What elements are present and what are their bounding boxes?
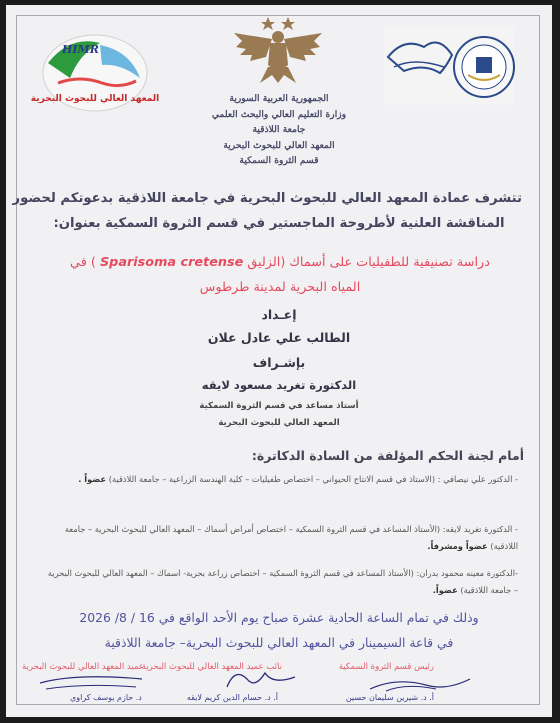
- committee-member: [42, 521, 518, 555]
- committee-member: [42, 471, 518, 488]
- member-role: عضواً ومشرفاً.: [427, 541, 488, 551]
- logo-caption: المعهد العالي للبحوث البحرية: [30, 94, 160, 104]
- signature-mark: [221, 665, 301, 693]
- logo-text: HIMR: [62, 43, 99, 56]
- thesis-title-line1: [38, 250, 522, 275]
- thesis-title-line2: المياه البحرية لمدينة طرطوس: [199, 280, 361, 295]
- member-text: - الدكتور علي نيصافي : (الاستاذ في قسم الانتاج الحيواني – اختصاص طفيليات – كلية الهندسة الزراعية – جامعة اللاذقية): [108, 474, 518, 484]
- header-line: وزارة التعليم العالي والبحث العلمي: [211, 108, 347, 120]
- header-line: الجمهورية العربية السورية: [229, 93, 329, 104]
- eagle-emblem-icon: [228, 13, 328, 85]
- supervisor-institute: المعهد العالي للبحوث البحرية: [218, 418, 340, 428]
- closing-line: في قاعة السيمينار في المعهد العالي للبحوث البحرية– جامعة اللاذقية: [104, 635, 454, 650]
- member-role: عضواً.: [432, 585, 458, 595]
- member-text: - الدكتورة تغريد لايقه: (الأستاذ المساعد في قسم الثروة السمكية – اختصاص أمراض أسماك – المعهد العالي للبحوث البحرية – جامعة اللاذقية): [64, 524, 518, 551]
- signature-title: نائب عميد المعهد العالي للبحوث البحرية: [141, 662, 282, 672]
- supervisor-role: أستاذ مساعد في قسم الثروة السمكية: [199, 401, 359, 411]
- committee-member: [42, 565, 518, 599]
- committee-heading: أمام لجنة الحكم المؤلفة من السادة الدكاترة:: [251, 448, 524, 463]
- invitation-line: المناقشة العلنية لأطروحة الماجستير في قسم الثروة السمكية بعنوان:: [53, 216, 505, 231]
- signature-name: د. حازم يوسف كراوي: [70, 693, 142, 702]
- supervisor-name: الدكتورة تغريد مسعود لايقه: [201, 378, 357, 392]
- supervision-label: بإشـراف: [252, 355, 306, 370]
- closing-line: وذلك في تمام الساعة الحادية عشرة صباح يوم الأحد الواقع في 16 / 8/ 2026: [79, 610, 479, 625]
- signature-mark: [36, 671, 146, 693]
- header-block: [186, 91, 372, 169]
- invitation-line: تتشرف عمادة المعهد العالي للبحوث البحرية في جامعة اللاذقية بدعوتكم لحضور: [12, 191, 522, 206]
- signature-mark: [366, 671, 476, 695]
- header-line: جامعة اللاذقية: [252, 124, 306, 136]
- himr-logo: [30, 33, 160, 113]
- signature-title: رئيس قسم الثروة السمكية: [338, 662, 434, 672]
- university-logo: [384, 27, 514, 105]
- header-line: المعهد العالي للبحوث البحرية: [223, 139, 335, 151]
- signature-name: أ. د. حسام الدين كريم لايقه: [186, 693, 278, 702]
- member-text: -الدكتورة معينه محمود بدران: (الأستاذ المساعد في قسم الثروة السمكية – اختصاص زراعة بحرية- اسماك – المعهد العالي للبحوث البحرية – جامعة اللاذقية): [47, 568, 518, 595]
- title-latin: Sparisoma cretense: [99, 255, 244, 270]
- title-suffix: ) في: [70, 255, 96, 270]
- student-name: الطالب علي عادل علان: [207, 330, 351, 345]
- member-role: عضواً .: [78, 474, 107, 484]
- signature-title: عميد المعهد العالي للبحوث البحرية: [22, 662, 144, 672]
- header-line: قسم الثروة السمكية: [239, 155, 319, 167]
- invitation-poster: [6, 5, 552, 717]
- prepared-label: إعـداد: [261, 307, 297, 322]
- title-prefix: دراسة تصنيفية للطفيليات على أسماك (الزليق: [247, 255, 490, 270]
- signature-name: أ. د. شيرين سليمان حسين: [345, 693, 434, 702]
